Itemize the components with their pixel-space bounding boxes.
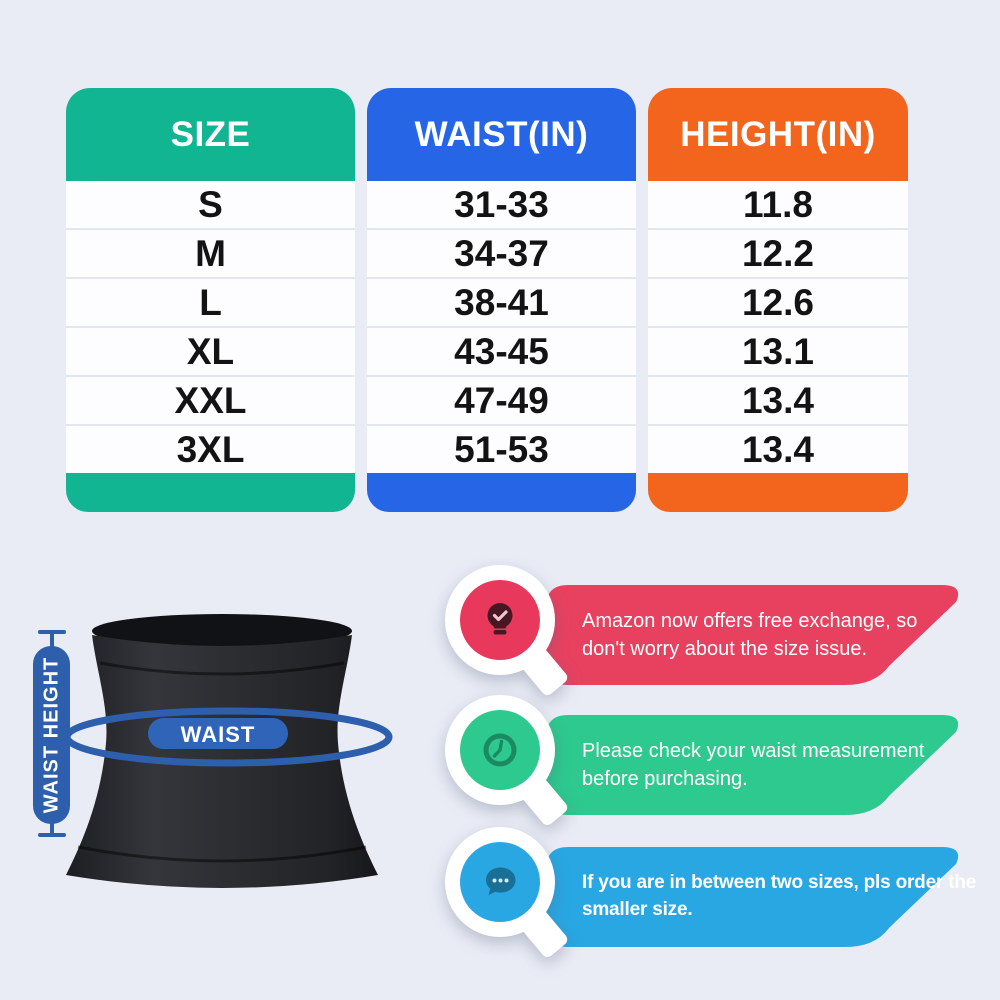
table-cell-height: 12.6	[648, 277, 908, 326]
tip-banner-between-sizes	[440, 822, 985, 972]
tip-badge	[445, 695, 555, 805]
table-cell-height: 11.8	[648, 181, 908, 228]
tip-badge	[445, 827, 555, 937]
tip-text: Please check your waist measurement before purchasing.	[582, 740, 925, 790]
height-column-footer-bar	[648, 473, 908, 512]
table-cell-height: 13.4	[648, 424, 908, 473]
size-column-footer-bar	[66, 473, 355, 512]
measure-bottom-cap	[38, 833, 66, 837]
waist-trainer-illustration	[66, 614, 378, 888]
table-cell-size: XL	[66, 326, 355, 375]
clock-icon	[460, 710, 540, 790]
table-cell-waist: 51-53	[367, 424, 636, 473]
tip-badge	[445, 565, 555, 675]
waist-label: WAIST	[180, 722, 256, 747]
lightbulb-check-icon	[460, 580, 540, 660]
tip-text: If you are in between two sizes, pls order the smaller size.	[582, 872, 977, 920]
table-cell-waist: 34-37	[367, 228, 636, 277]
table-cell-size: M	[66, 228, 355, 277]
size-column	[66, 88, 355, 512]
table-cell-size: 3XL	[66, 424, 355, 473]
table-cell-height: 12.2	[648, 228, 908, 277]
height-column-header: HEIGHT(IN)	[648, 88, 908, 181]
tip-text: Amazon now offers free exchange, so don't worry about the size issue.	[582, 610, 918, 660]
table-cell-waist: 31-33	[367, 181, 636, 228]
table-cell-waist: 47-49	[367, 375, 636, 424]
tip-banner-exchange	[440, 560, 985, 710]
waist-trainer-diagram	[10, 595, 440, 905]
chat-dots-icon	[460, 842, 540, 922]
table-cell-height: 13.4	[648, 375, 908, 424]
table-cell-height: 13.1	[648, 326, 908, 375]
table-cell-size: L	[66, 277, 355, 326]
waist-column-header: WAIST(IN)	[367, 88, 636, 181]
size-table	[66, 88, 908, 512]
table-cell-waist: 38-41	[367, 277, 636, 326]
size-column-header: SIZE	[66, 88, 355, 181]
waist-height-label: WAIST HEIGHT	[40, 656, 63, 814]
table-cell-waist: 43-45	[367, 326, 636, 375]
waist-column-footer-bar	[367, 473, 636, 512]
table-cell-size: S	[66, 181, 355, 228]
height-column	[648, 88, 908, 512]
table-cell-size: XXL	[66, 375, 355, 424]
tip-banner-measurement	[440, 690, 985, 840]
waist-column	[367, 88, 636, 512]
